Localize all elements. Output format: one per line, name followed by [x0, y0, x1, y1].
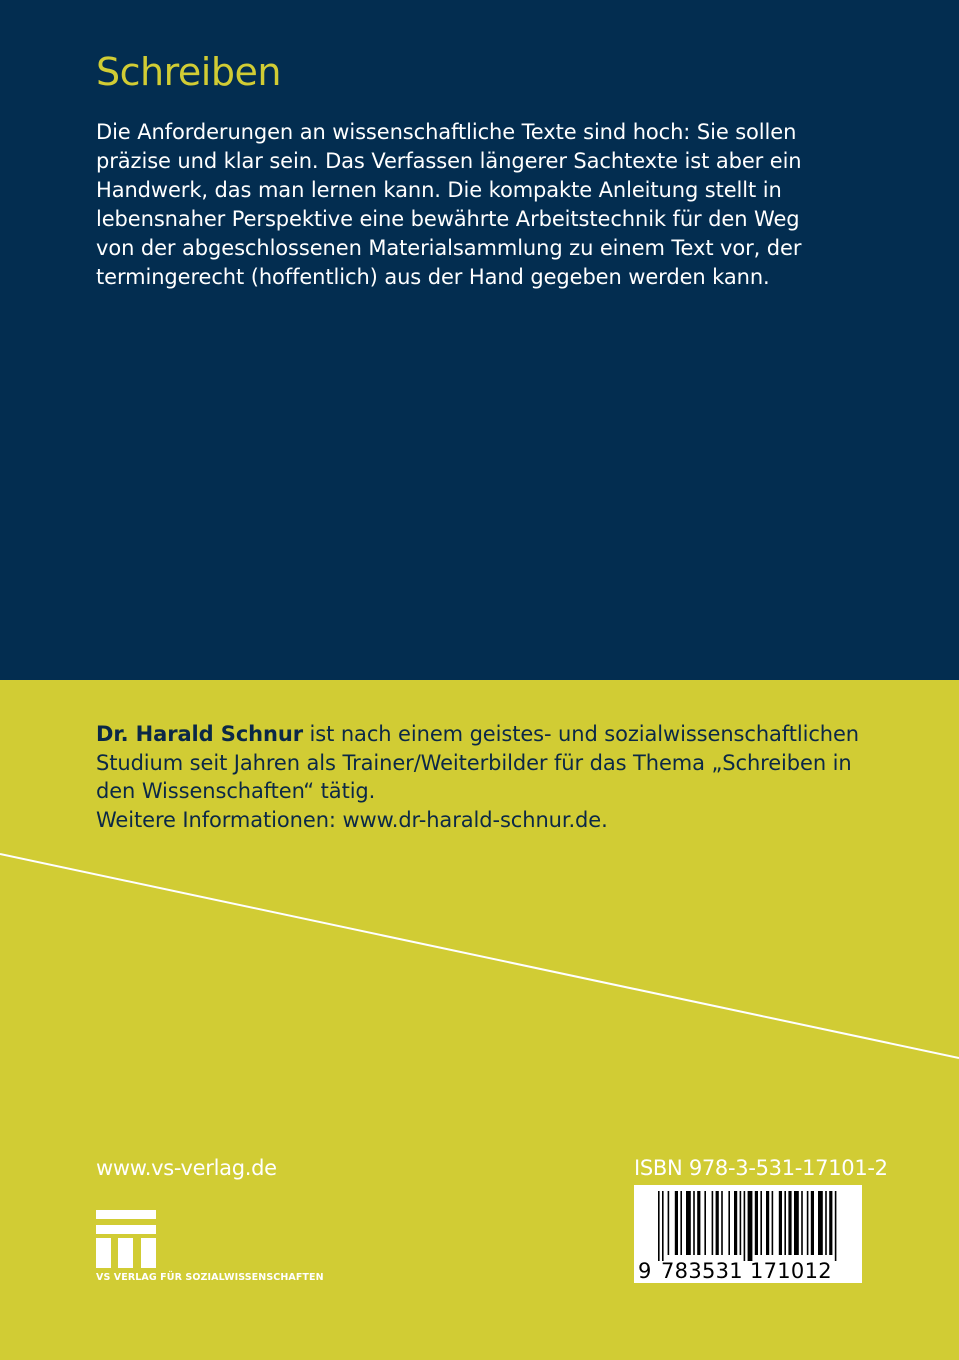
barcode-bar — [712, 1191, 714, 1255]
publisher-url: www.vs-verlag.de — [96, 1156, 277, 1180]
barcode-bar — [772, 1191, 774, 1255]
barcode-bar — [734, 1191, 737, 1255]
barcode-bar — [693, 1191, 695, 1255]
barcode-bar — [825, 1191, 827, 1255]
blurb-line: präzise und klar sein. Das Verfassen längerer Sachtexte ist aber ein — [96, 149, 802, 173]
barcode-bar — [740, 1191, 742, 1255]
author-bio — [96, 720, 896, 834]
barcode-bar — [766, 1191, 769, 1255]
blurb-line: Die Anforderungen an wissenschaftliche Texte sind hoch: Sie sollen — [96, 120, 797, 144]
publisher-logo-icon — [96, 1210, 156, 1268]
barcode-bar — [668, 1191, 670, 1255]
author-website-line: Weitere Informationen: www.dr-harald-schnur.de. — [96, 807, 608, 832]
barcode-bar — [811, 1191, 814, 1255]
barcode-bars-icon — [634, 1185, 862, 1261]
barcode-bar — [788, 1191, 791, 1255]
barcode-bar — [744, 1191, 746, 1261]
barcode-bar — [807, 1191, 809, 1255]
barcode-bar — [704, 1191, 706, 1255]
blurb-line: Handwerk, das man lernen kann. Die kompakte Anleitung stellt in — [96, 178, 782, 202]
barcode-bar — [779, 1191, 782, 1255]
barcode-bar — [760, 1191, 762, 1255]
barcode-bar — [829, 1191, 832, 1255]
barcode-first-digit: 9 — [638, 1259, 652, 1283]
barcode-bar — [721, 1191, 723, 1255]
barcode-bar — [675, 1191, 678, 1255]
barcode-bar — [801, 1191, 803, 1255]
barcode-bar — [697, 1191, 700, 1255]
bottom-panel — [0, 680, 959, 1360]
isbn-label: ISBN 978-3-531-17101-2 — [634, 1156, 888, 1180]
barcode-bar — [680, 1191, 682, 1255]
barcode-bar — [728, 1191, 730, 1255]
blurb-line: termingerecht (hoffentlich) aus der Hand gegeben werden kann. — [96, 265, 770, 289]
blurb-line: lebensnaher Perspektive eine bewährte Arbeitstechnik für den Weg — [96, 207, 800, 231]
barcode-bar — [755, 1191, 758, 1255]
book-title: Schreiben — [96, 50, 281, 94]
barcode-bar — [658, 1191, 660, 1261]
author-name: Dr. Harald Schnur — [96, 722, 303, 746]
blurb-line: von der abgeschlossenen Materialsammlung zu einem Text vor, der — [96, 236, 802, 260]
barcode-bar — [794, 1191, 799, 1255]
barcode-bar — [662, 1191, 664, 1261]
barcode-bar — [748, 1191, 753, 1261]
barcode-bar — [686, 1191, 691, 1255]
publisher-name: VS VERLAG FÜR SOZIALWISSENSCHAFTEN — [96, 1272, 324, 1283]
author-bio-line — [96, 720, 896, 749]
author-bio-text: ist nach einem geistes- und sozialwissenschaftlichen — [302, 722, 860, 746]
barcode-bar — [818, 1191, 823, 1255]
barcode-digits: 783531 171012 — [661, 1259, 832, 1283]
author-bio-line: den Wissenschaften“ tätig. — [96, 779, 376, 803]
barcode — [634, 1185, 862, 1283]
author-bio-line: Studium seit Jahren als Trainer/Weiterbilder für das Thema „Schreiben in — [96, 750, 852, 775]
barcode-bar — [835, 1191, 837, 1261]
barcode-bar — [784, 1191, 786, 1255]
book-blurb — [96, 118, 856, 292]
barcode-bar — [716, 1191, 719, 1255]
